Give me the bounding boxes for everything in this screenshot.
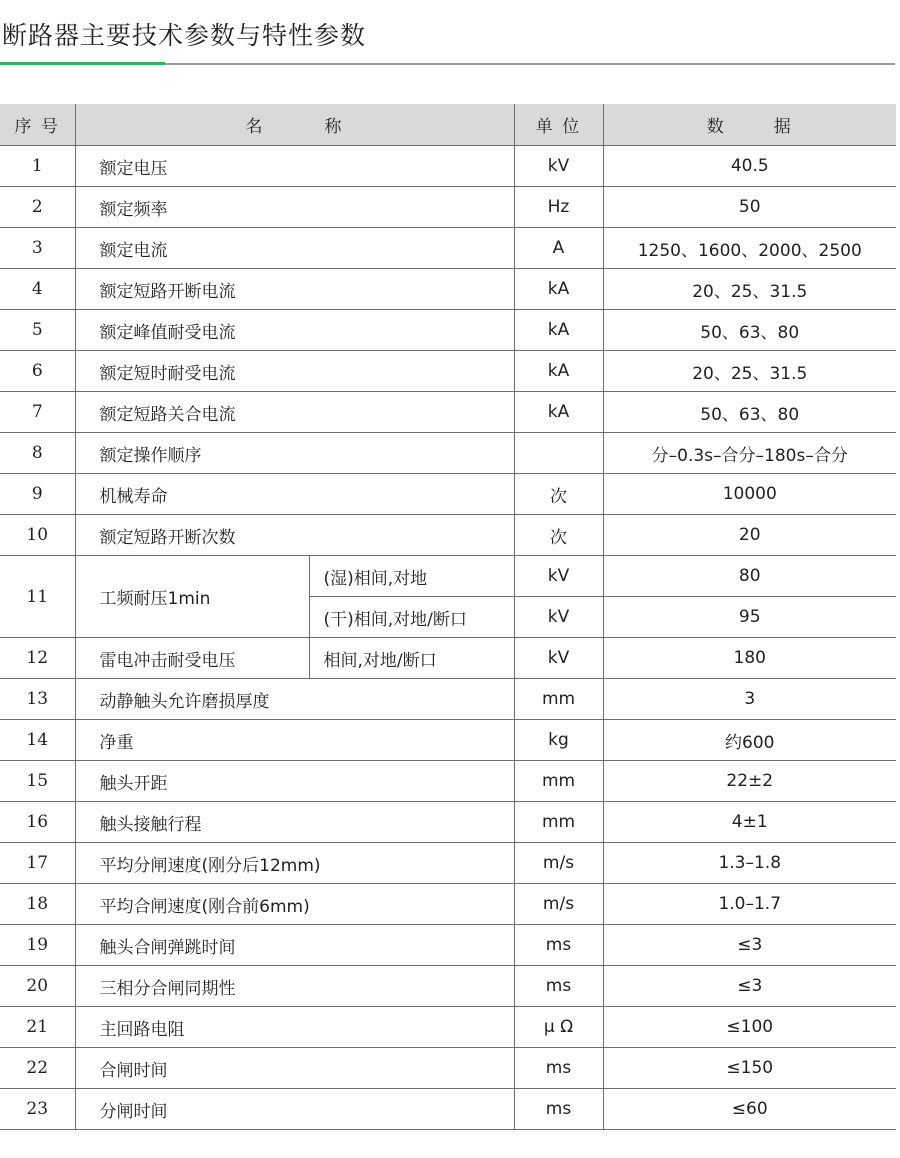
row-subname: (干)相间,对地/断口 [309,597,514,638]
row-name: 额定电压 [75,146,514,187]
row-unit: kV [514,597,603,638]
table-row [0,269,896,310]
row-value: 1.3–1.8 [603,843,896,884]
row-name: 动静触头允许磨损厚度 [75,679,514,720]
header-index: 序 号 [0,104,75,146]
row-name: 平均合闸速度(刚合前6mm) [75,884,514,925]
row-name: 额定短路开断电流 [75,269,514,310]
row-value: 1250、1600、2000、2500 [603,228,896,269]
table-row [0,392,896,433]
table-row [0,966,896,1007]
row-unit: kA [514,392,603,433]
row-name: 平均分闸速度(刚分后12mm) [75,843,514,884]
row-value: 10000 [603,474,896,515]
row-index: 5 [0,310,75,351]
row-value: 4±1 [603,802,896,843]
row-unit: kg [514,720,603,761]
row-unit: kA [514,269,603,310]
row-index: 12 [0,638,75,679]
table-row [0,1048,896,1089]
row-name: 机械寿命 [75,474,514,515]
row-name: 触头合闸弹跳时间 [75,925,514,966]
row-value: 80 [603,556,896,597]
row-value: 22±2 [603,761,896,802]
spec-table [0,104,896,1130]
row-name: 额定短时耐受电流 [75,351,514,392]
table-row [0,679,896,720]
row-name: 三相分合闸同期性 [75,966,514,1007]
row-unit: 次 [514,515,603,556]
table-row [0,187,896,228]
table-row [0,556,896,597]
header-unit: 单 位 [514,104,603,146]
row-value: 50、63、80 [603,392,896,433]
row-value: 约600 [603,720,896,761]
header-value-b: 据 [773,117,793,137]
row-name: 主回路电阻 [75,1007,514,1048]
row-index: 1 [0,146,75,187]
row-unit: m/s [514,884,603,925]
table-row [0,310,896,351]
header-name-b: 称 [324,117,344,137]
row-value: ≤60 [603,1089,896,1130]
row-value: 3 [603,679,896,720]
row-name: 分闸时间 [75,1089,514,1130]
row-index: 16 [0,802,75,843]
header-name-a: 名 [245,117,265,137]
table-row [0,761,896,802]
row-index: 6 [0,351,75,392]
row-name: 额定峰值耐受电流 [75,310,514,351]
row-value: 95 [603,597,896,638]
row-unit: ms [514,1089,603,1130]
row-unit: ms [514,1048,603,1089]
row-value: 20、25、31.5 [603,351,896,392]
row-name: 额定操作顺序 [75,433,514,474]
row-index: 9 [0,474,75,515]
row-subname: 相间,对地/断口 [309,638,514,679]
row-value: 50、63、80 [603,310,896,351]
row-name: 触头接触行程 [75,802,514,843]
row-value: 180 [603,638,896,679]
row-name: 额定频率 [75,187,514,228]
row-value: ≤3 [603,925,896,966]
row-name: 额定短路关合电流 [75,392,514,433]
row-index: 22 [0,1048,75,1089]
table-row [0,884,896,925]
row-unit: kA [514,351,603,392]
row-index: 10 [0,515,75,556]
row-name: 雷电冲击耐受电压 [75,638,309,679]
row-index: 20 [0,966,75,1007]
table-header [0,104,896,146]
row-name: 净重 [75,720,514,761]
row-value: ≤150 [603,1048,896,1089]
header-value [603,104,896,146]
row-value: 40.5 [603,146,896,187]
row-unit: mm [514,761,603,802]
row-value: 分–0.3s–合分–180s–合分 [603,433,896,474]
row-index: 18 [0,884,75,925]
row-unit: Hz [514,187,603,228]
table-row [0,1007,896,1048]
row-unit: m/s [514,843,603,884]
row-index: 19 [0,925,75,966]
table-row [0,474,896,515]
row-name: 额定短路开断次数 [75,515,514,556]
row-index: 7 [0,392,75,433]
row-index: 4 [0,269,75,310]
table-row [0,843,896,884]
row-unit: mm [514,679,603,720]
row-index: 14 [0,720,75,761]
row-unit: kV [514,146,603,187]
row-name: 额定电流 [75,228,514,269]
row-value: 50 [603,187,896,228]
table-row [0,638,896,679]
row-subname: (湿)相间,对地 [309,556,514,597]
row-name: 触头开距 [75,761,514,802]
row-value: 20 [603,515,896,556]
row-unit: kV [514,556,603,597]
table-row [0,351,896,392]
row-name: 合闸时间 [75,1048,514,1089]
row-unit: kA [514,310,603,351]
row-unit: μ Ω [514,1007,603,1048]
row-unit: kV [514,638,603,679]
table-row [0,1089,896,1130]
row-unit: ms [514,966,603,1007]
row-unit: A [514,228,603,269]
header-value-a: 数 [706,117,726,137]
table-row [0,720,896,761]
row-index: 3 [0,228,75,269]
page-title: 断路器主要技术参数与特性参数 [2,21,367,50]
row-index: 11 [0,556,75,638]
header-name [75,104,514,146]
row-unit: mm [514,802,603,843]
table-row [0,433,896,474]
row-index: 8 [0,433,75,474]
table-row [0,228,896,269]
title-accent-bar [0,62,165,65]
row-name: 工频耐压1min [75,556,309,638]
row-value: ≤3 [603,966,896,1007]
row-unit [514,433,603,474]
row-unit: 次 [514,474,603,515]
row-index: 15 [0,761,75,802]
row-value: 1.0–1.7 [603,884,896,925]
row-value: 20、25、31.5 [603,269,896,310]
row-index: 23 [0,1089,75,1130]
table-row [0,515,896,556]
table-row [0,802,896,843]
row-value: ≤100 [603,1007,896,1048]
row-index: 2 [0,187,75,228]
row-index: 21 [0,1007,75,1048]
table-row [0,925,896,966]
table-row [0,146,896,187]
row-index: 17 [0,843,75,884]
row-index: 13 [0,679,75,720]
row-unit: ms [514,925,603,966]
